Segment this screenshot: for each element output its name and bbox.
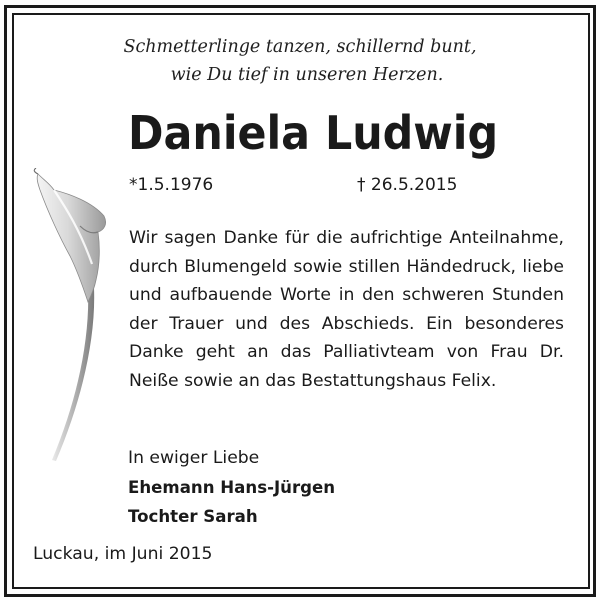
closing-phrase: In ewiger Liebe (128, 448, 260, 468)
calla-lily-icon (30, 168, 112, 464)
signer-husband: Ehemann Hans-Jürgen (128, 478, 336, 497)
birth-date: *1.5.1976 (129, 175, 214, 195)
deceased-name: Daniela Ludwig (128, 106, 499, 160)
memorial-verse (0, 33, 600, 89)
signer-daughter: Tochter Sarah (128, 507, 258, 526)
verse-line-1: Schmetterlinge tanzen, schillernd bunt, (123, 37, 477, 57)
death-date: † 26.5.2015 (357, 175, 458, 195)
place-and-date: Luckau, im Juni 2015 (33, 544, 213, 564)
thank-you-message: Wir sagen Danke für die aufrichtige Anteilnahme, durch Blumengeld sowie stillen Händedruck, liebe und aufbauende Worte in den schweren Stunden der Trauer und des Abschieds. Ein besonderes Danke geht an das Palliativteam von Frau Dr. Neiße sowie an das Bestattungshaus Felix. (129, 228, 564, 391)
closing-block (128, 444, 335, 531)
verse-line-2: wie Du tief in unseren Herzen. (170, 65, 444, 85)
